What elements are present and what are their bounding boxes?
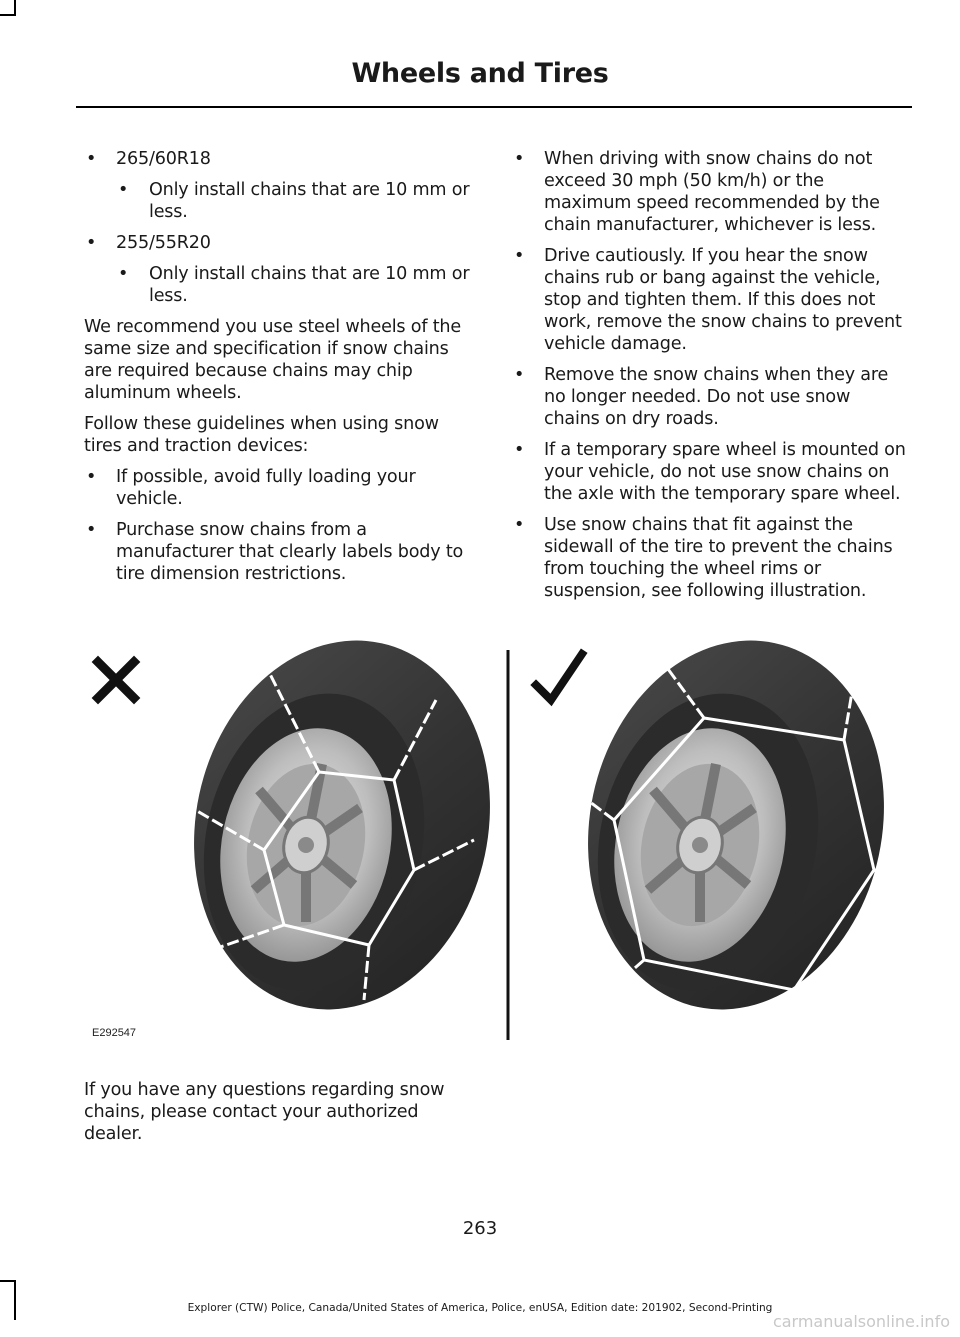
tire-size-2-note: Only install chains that are 10 mm or less. <box>149 264 470 306</box>
list-item <box>512 364 908 430</box>
incorrect-icon <box>98 662 134 698</box>
watermark: carmanualsonline.info <box>772 1312 950 1331</box>
header-divider <box>76 106 912 108</box>
crop-mark-top-left-h <box>0 14 16 16</box>
list-item <box>512 439 908 505</box>
guideline-fit-sidewall: Use snow chains that fit against the sidewall of the tire to prevent the chains from touching the wheel rims or suspension, see following illustration. <box>544 515 893 601</box>
correct-fit-figure <box>534 640 914 1037</box>
bullet: • <box>514 246 525 266</box>
bullet: • <box>86 467 97 487</box>
list-item <box>512 148 908 236</box>
bullet: • <box>514 515 525 535</box>
guideline-purchase: Purchase snow chains from a manufacturer that clearly labels body to tire dimension restrictions. <box>116 520 464 584</box>
crop-mark-bottom-left <box>14 1280 16 1320</box>
page-title: Wheels and Tires <box>351 58 609 89</box>
figure-id: E292547 <box>92 1027 137 1039</box>
tire-size-2: 255/55R20 <box>116 233 211 253</box>
tire-size-1-note: Only install chains that are 10 mm or less. <box>149 180 470 222</box>
guideline-speed: When driving with snow chains do not exceed 30 mph (50 km/h) or the maximum speed recommended by the chain manufacturer, whichever is less. <box>544 149 880 235</box>
bullet: • <box>86 149 97 169</box>
list-item <box>84 232 474 254</box>
correct-icon <box>536 654 582 700</box>
paragraph-guidelines: Follow these guidelines when using snow tires and traction devices: <box>84 414 439 456</box>
page-number: 263 <box>462 1218 498 1239</box>
bullet: • <box>514 149 525 169</box>
bullet: • <box>86 520 97 540</box>
tire-size-1: 265/60R18 <box>116 149 211 169</box>
tire-left <box>161 640 524 1037</box>
list-item <box>84 466 474 510</box>
list-item <box>512 245 908 355</box>
guideline-spare-wheel: If a temporary spare wheel is mounted on your vehicle, do not use snow chains on the axle with the temporary spare wheel. <box>544 440 906 504</box>
list-subitem <box>84 263 474 307</box>
list-item <box>84 519 474 585</box>
paragraph-steel-wheels: We recommend you use steel wheels of the same size and specification if snow chains are required because chains may chip aluminum wheels. <box>84 317 462 403</box>
bullet: • <box>118 264 129 284</box>
guideline-loading: If possible, avoid fully loading your vehicle. <box>116 467 416 509</box>
paragraph-questions: If you have any questions regarding snow chains, please contact your authorized dealer. <box>84 1079 445 1144</box>
footer-text: Explorer (CTW) Police, Canada/United States of America, Police, enUSA, Edition date: 201902, Second-Printing <box>187 1302 773 1314</box>
bullet: • <box>514 440 525 460</box>
list-item <box>512 514 908 602</box>
left-column <box>84 148 474 594</box>
crop-mark-bottom-left-h <box>0 1280 16 1282</box>
guideline-drive-cautiously: Drive cautiously. If you hear the snow chains rub or bang against the vehicle, stop and tighten them. If this does not work, remove the snow chains to prevent vehicle damage. <box>544 246 902 354</box>
right-column <box>512 148 908 611</box>
snow-chain-illustration <box>84 640 914 1040</box>
bullet: • <box>86 233 97 253</box>
list-item <box>84 148 474 170</box>
guideline-remove-chains: Remove the snow chains when they are no longer needed. Do not use snow chains on dry roads. <box>544 365 889 429</box>
bullet: • <box>514 365 525 385</box>
list-subitem <box>84 179 474 223</box>
bullet: • <box>118 180 129 200</box>
incorrect-fit-figure <box>92 640 523 1039</box>
